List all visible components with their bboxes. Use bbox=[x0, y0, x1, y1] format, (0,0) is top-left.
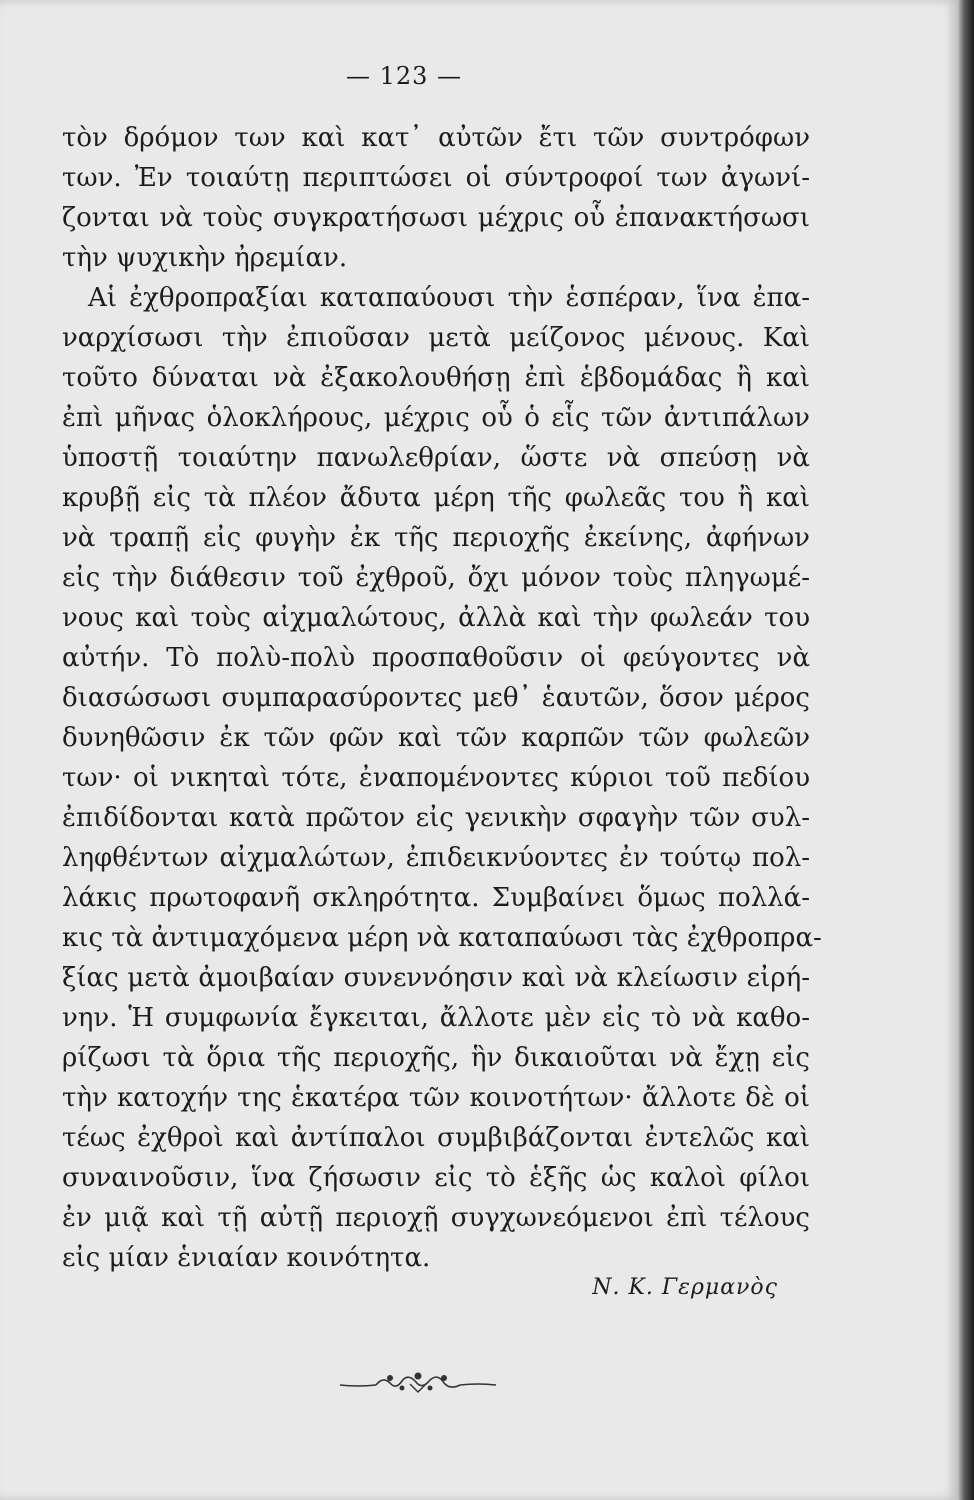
text-line: ληφθέντων αἰχμαλώτων, ἐπιδεικνύοντες ἐν τούτῳ πολ- bbox=[62, 843, 810, 873]
text-line: ἐπιδίδονται κατὰ πρῶτον εἰς γενικὴν σφαγὴν τῶν συλ- bbox=[62, 803, 810, 833]
text-line: των· οἱ νικηταὶ τότε, ἐναπομένοντες κύριοι τοῦ πεδίου bbox=[62, 763, 810, 793]
text-line: νὰ τραπῇ εἰς φυγὴν ἐκ τῆς περιοχῆς ἐκείνης, ἀφήνων bbox=[62, 523, 810, 553]
text-line: ναρχίσωσι τὴν ἐπιοῦσαν μετὰ μείζονος μένους. Καὶ bbox=[62, 323, 810, 353]
text-line: των. Ἐν τοιαύτῃ περιπτώσει οἱ σύντροφοί των ἀγωνί- bbox=[62, 163, 810, 193]
text-line: ὑποστῇ τοιαύτην πανωλεθρίαν, ὥστε νὰ σπεύσῃ νὰ bbox=[62, 443, 810, 473]
body-text bbox=[62, 118, 822, 1278]
text-line: ρίζωσι τὰ ὅρια τῆς περιοχῆς, ἣν δικαιοῦται νὰ ἔχῃ εἰς bbox=[62, 1043, 810, 1073]
text-line: ζονται νὰ τοὺς συγκρατήσωσι μέχρις οὗ ἐπανακτήσωσι bbox=[62, 203, 810, 233]
text-line: διασώσωσι συμπαρασύροντες μεθ᾿ ἑαυτῶν, ὅσον μέρος bbox=[62, 683, 810, 713]
text-line: αὐτήν. Τὸ πολὺ-πολὺ προσπαθοῦσιν οἱ φεύγοντες νὰ bbox=[62, 643, 810, 673]
decorative-vine-ornament-icon bbox=[338, 1368, 498, 1398]
text-line: κις τὰ ἀντιμαχόμενα μέρη νὰ καταπαύωσι τὰς ἐχθροπρα- bbox=[62, 923, 822, 953]
page-number: — 123 — bbox=[345, 62, 463, 90]
text-line: κρυβῇ εἰς τὰ πλέον ἄδυτα μέρη τῆς φωλεᾶς του ἢ καὶ bbox=[62, 483, 810, 513]
text-line: ἐπὶ μῆνας ὁλοκλήρους, μέχρις οὗ ὁ εἷς τῶν ἀντιπάλων bbox=[62, 403, 810, 433]
text-line: ἐν μιᾷ καὶ τῇ αὐτῇ περιοχῇ συγχωνεόμενοι ἐπὶ τέλους bbox=[62, 1203, 810, 1233]
text-line: νους καὶ τοὺς αἰχμαλώτους, ἀλλὰ καὶ τὴν φωλεάν του bbox=[62, 603, 810, 633]
text-line: ξίας μετὰ ἀμοιβαίαν συνεννόησιν καὶ νὰ κλείωσιν εἰρή- bbox=[62, 963, 810, 993]
text-line: τὸν δρόμον των καὶ κατ᾿ αὐτῶν ἔτι τῶν συντρόφων bbox=[62, 123, 810, 153]
text-line: Αἱ ἐχθροπραξίαι καταπαύουσι τὴν ἑσπέραν, ἵνα ἐπα- bbox=[88, 283, 810, 313]
text-line: εἰς μίαν ἑνιαίαν κοινότητα. bbox=[62, 1243, 431, 1273]
text-line: εἰς τὴν διάθεσιν τοῦ ἐχθροῦ, ὄχι μόνον τοὺς πληγωμέ- bbox=[62, 563, 810, 593]
text-line: νην. Ἡ συμφωνία ἔγκειται, ἄλλοτε μὲν εἰς τὸ νὰ καθο- bbox=[62, 1003, 810, 1033]
text-line: τέως ἐχθροὶ καὶ ἀντίπαλοι συμβιβάζονται ἐντελῶς καὶ bbox=[62, 1123, 810, 1153]
text-line: δυνηθῶσιν ἐκ τῶν φῶν καὶ τῶν καρπῶν τῶν φωλεῶν bbox=[62, 723, 810, 753]
text-line: συναινοῦσιν, ἵνα ζήσωσιν εἰς τὸ ἑξῆς ὡς καλοὶ φίλοι bbox=[62, 1163, 810, 1193]
text-line: λάκις πρωτοφανῆ σκληρότητα. Συμβαίνει ὅμως πολλά- bbox=[62, 883, 810, 913]
text-line: τὴν κατοχήν της ἑκατέρα τῶν κοινοτήτων· ἄλλοτε δὲ οἱ bbox=[62, 1083, 810, 1113]
page-edge bbox=[958, 0, 974, 1500]
text-line: τὴν ψυχικὴν ἠρεμίαν. bbox=[62, 243, 348, 273]
author-signature: Ν. Κ. Γερμανὸς bbox=[592, 1275, 778, 1300]
text-line: τοῦτο δύναται νὰ ἐξακολουθήσῃ ἐπὶ ἑβδομάδας ἢ καὶ bbox=[62, 363, 810, 393]
